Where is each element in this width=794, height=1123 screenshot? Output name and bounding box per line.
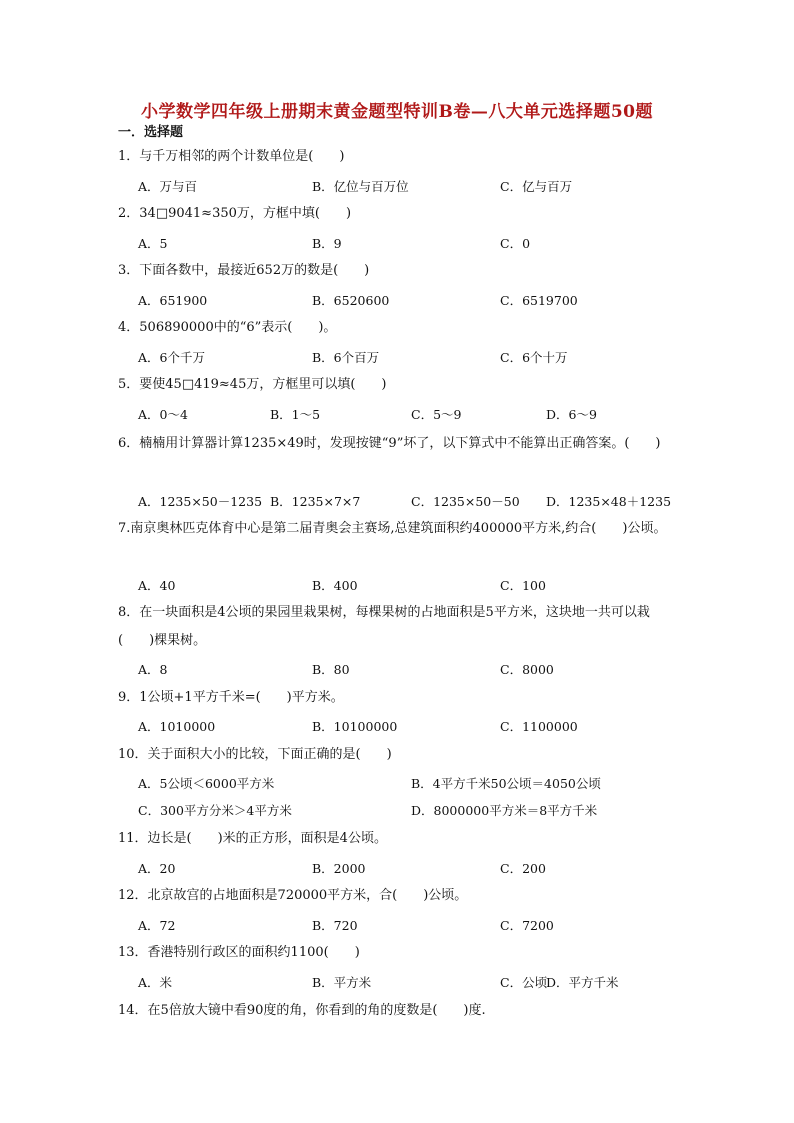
question-4: 4．506890000中的“6”表示( )。 (118, 320, 337, 335)
option-d[interactable]: D．8000000平方米＝8平方千米 (411, 803, 598, 818)
option-a[interactable]: A．5公顷＜6000平方米 (138, 776, 275, 791)
option-c[interactable]: C．0 (500, 236, 531, 251)
option-c[interactable]: C．100 (500, 578, 546, 593)
option-c[interactable]: C．1100000 (500, 719, 578, 734)
option-c[interactable]: C．7200 (500, 918, 554, 933)
question-9: 9．1公顷+1平方千米=( )平方米。 (118, 690, 344, 705)
option-b[interactable]: B．1235×7×7 (270, 494, 361, 509)
document-title: 小学数学四年级上册期末黄金题型特训B卷—八大单元选择题50题 (140, 102, 654, 122)
option-b[interactable]: B．2000 (312, 861, 366, 876)
question-12: 12．北京故宫的占地面积是720000平方米，合( )公顷。 (118, 888, 468, 903)
option-b[interactable]: B．9 (312, 236, 342, 251)
question-3-options (138, 287, 698, 315)
question-13: 13．香港特别行政区的面积约1100( ) (118, 945, 360, 960)
option-c[interactable]: C．200 (500, 861, 546, 876)
option-b[interactable]: B．6个百万 (312, 350, 380, 365)
option-c[interactable]: C．亿与百万 (500, 179, 573, 194)
option-a[interactable]: A．40 (138, 578, 176, 593)
option-d[interactable]: D．1235×48＋1235 (546, 494, 672, 509)
option-c[interactable]: C．5～9 (411, 407, 462, 422)
option-a[interactable]: A．0～4 (138, 407, 188, 422)
question-10-options-row1 (138, 770, 698, 798)
option-d[interactable]: D．6～9 (546, 407, 597, 422)
question-13-options (138, 969, 698, 997)
option-a[interactable]: A．651900 (138, 293, 208, 308)
option-a[interactable]: A．米 (138, 975, 173, 990)
question-6-options (138, 488, 698, 516)
question-2: 2．34□9041≈350万，方框中填( ) (118, 206, 352, 221)
question-3: 3．下面各数中，最接近652万的数是( ) (118, 263, 370, 278)
option-b[interactable]: B．80 (312, 662, 350, 677)
option-c[interactable]: C．6519700 (500, 293, 578, 308)
question-1: 1．与千万相邻的两个计数单位是( ) (118, 149, 345, 164)
option-d[interactable]: D．平方千米 (546, 975, 619, 990)
question-7-options (138, 572, 698, 600)
option-a[interactable]: A．72 (138, 918, 176, 933)
option-b[interactable]: B．4平方千米50公顷＝4050公顷 (411, 776, 601, 791)
option-c[interactable]: C．300平方分米＞4平方米 (138, 803, 292, 818)
option-c[interactable]: C．6个十万 (500, 350, 568, 365)
question-10-options-row2 (138, 797, 698, 825)
option-a[interactable]: A．1235×50－1235 (138, 494, 263, 509)
option-c[interactable]: C．8000 (500, 662, 554, 677)
question-1-options (138, 173, 698, 201)
option-c[interactable]: C．1235×50－50 (411, 494, 520, 509)
question-2-options (138, 230, 698, 258)
question-10: 10．关于面积大小的比较，下面正确的是( ) (118, 747, 392, 762)
option-a[interactable]: A．8 (138, 662, 168, 677)
option-a[interactable]: A．6个千万 (138, 350, 205, 365)
question-9-options (138, 713, 698, 741)
option-a[interactable]: A．万与百 (138, 179, 198, 194)
option-a[interactable]: A．5 (138, 236, 168, 251)
option-a[interactable]: A．1010000 (138, 719, 216, 734)
question-12-options (138, 912, 698, 940)
question-5: 5．要使45□419≈45万，方框里可以填( ) (118, 377, 387, 392)
option-b[interactable]: B．720 (312, 918, 358, 933)
question-11: 11．边长是( )米的正方形，面积是4公顷。 (118, 831, 387, 846)
section-heading: 一．选择题 (118, 125, 184, 140)
option-b[interactable]: B．6520600 (312, 293, 390, 308)
option-b[interactable]: B．400 (312, 578, 358, 593)
question-6: 6．楠楠用计算器计算1235×49时，发现按键“9”坏了，以下算式中不能算出正确答案。( ) (118, 436, 661, 451)
option-b[interactable]: B．亿位与百万位 (312, 179, 409, 194)
question-5-options (138, 401, 698, 429)
option-c[interactable]: C．公顷 (500, 975, 548, 990)
question-4-options (138, 344, 698, 372)
question-8: 8．在一块面积是4公顷的果园里栽果树，每棵果树的占地面积是5平方米，这块地一共可以栽( )棵果树。 (118, 605, 650, 648)
question-11-options (138, 855, 698, 883)
question-7: 7.南京奥林匹克体育中心是第二届青奥会主赛场,总建筑面积约400000平方米,约合( )公顷。 (118, 521, 667, 536)
option-b[interactable]: B．平方米 (312, 975, 372, 990)
question-8-options (138, 656, 698, 684)
option-b[interactable]: B．1～5 (270, 407, 321, 422)
option-b[interactable]: B．10100000 (312, 719, 398, 734)
option-a[interactable]: A．20 (138, 861, 176, 876)
question-14: 14．在5倍放大镜中看90度的角，你看到的角的度数是( )度. (118, 1003, 486, 1018)
